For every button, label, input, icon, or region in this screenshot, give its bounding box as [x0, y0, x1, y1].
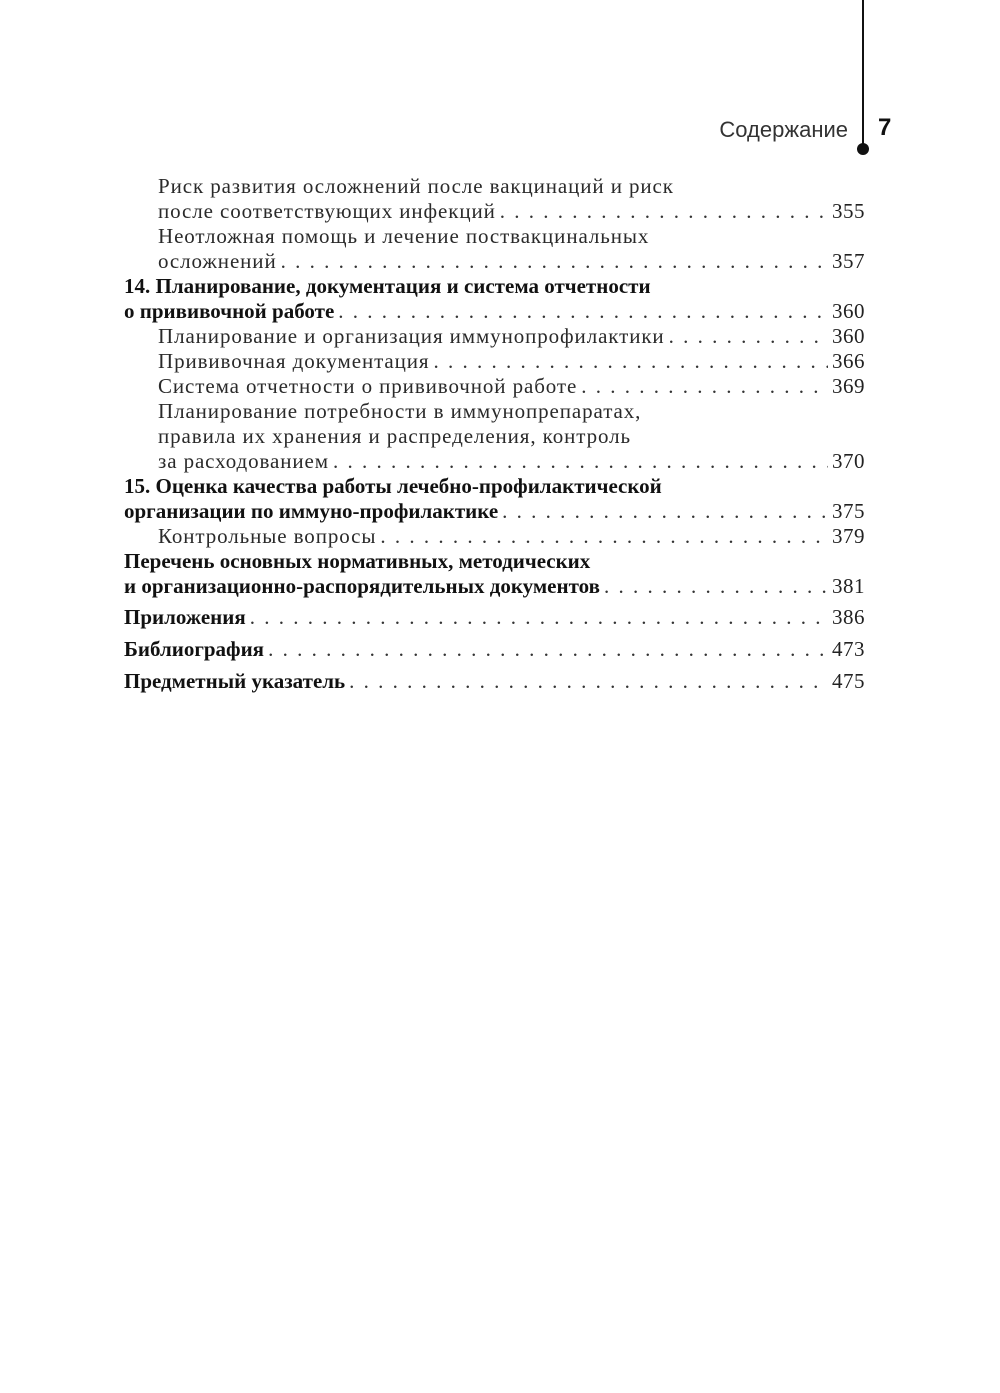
- toc-chapter-text: Перечень основных нормативных, методических: [124, 549, 591, 573]
- toc-page-number: 375: [832, 499, 865, 523]
- toc-entry-text: Прививочная документация: [158, 349, 430, 373]
- toc-entry-text: Риск развития осложнений после вакцинаций и риск: [158, 174, 674, 198]
- toc-entry-documentation[interactable]: [158, 348, 865, 374]
- dot-leader: [502, 498, 828, 524]
- dot-leader: [268, 636, 828, 662]
- toc-entry-text: после соответствующих инфекций: [158, 199, 496, 223]
- toc-chapter-14-line1: [124, 273, 865, 299]
- toc-chapter-text: 14. Планирование, документация и система отчетности: [124, 274, 651, 298]
- dot-leader: [338, 298, 828, 324]
- toc-appendices[interactable]: [124, 604, 865, 630]
- toc-page-number: 357: [832, 249, 865, 273]
- toc-entry-planning[interactable]: [158, 323, 865, 349]
- toc-entry-complication-risk-line1: [158, 173, 865, 199]
- toc-page-number: 355: [832, 199, 865, 223]
- toc-page-number: 370: [832, 449, 865, 473]
- toc-page-number: 366: [832, 349, 865, 373]
- toc-page-number: 360: [832, 324, 865, 348]
- dot-leader: [604, 573, 828, 599]
- toc-entry-text: Контрольные вопросы: [158, 524, 377, 548]
- dot-leader: [500, 198, 828, 224]
- toc-chapter-text: о прививочной работе: [124, 299, 335, 323]
- dot-leader: [433, 348, 828, 374]
- toc-entry-demand-planning-line2: [158, 423, 865, 449]
- toc-entry-emergency-care[interactable]: [158, 248, 865, 274]
- running-header-title: Содержание: [719, 117, 848, 142]
- toc-entry-text: Планирование потребности в иммунопрепаратах,: [158, 399, 642, 423]
- toc-entry-text: Неотложная помощь и лечение поствакцинальных: [158, 224, 650, 248]
- toc-documents-list-line1: [124, 548, 865, 574]
- toc-chapter-15[interactable]: [124, 498, 865, 524]
- toc-page-number: 369: [832, 374, 865, 398]
- toc-bibliography[interactable]: [124, 636, 865, 662]
- toc-entry-control-questions[interactable]: [158, 523, 865, 549]
- toc-chapter-text: организации по иммуно-профилактике: [124, 499, 499, 523]
- toc-page-number: 379: [832, 524, 865, 548]
- toc-chapter-text: и организационно-распорядительных документов: [124, 574, 600, 598]
- dot-leader: [333, 448, 828, 474]
- dot-leader: [250, 604, 828, 630]
- dot-leader: [281, 248, 828, 274]
- toc-page-number: 360: [832, 299, 865, 323]
- dot-leader: [669, 323, 828, 349]
- toc-entry-text: Система отчетности о прививочной работе: [158, 374, 578, 398]
- dot-leader: [349, 668, 828, 694]
- toc-entry-complication-risk[interactable]: [158, 198, 865, 224]
- toc-chapter-14[interactable]: [124, 298, 865, 324]
- toc-chapter-text: 15. Оценка качества работы лечебно-профилактической: [124, 474, 662, 498]
- toc-documents-list[interactable]: [124, 573, 865, 599]
- toc-entry-demand-planning[interactable]: [158, 448, 865, 474]
- toc-page-number: 473: [832, 637, 865, 661]
- toc-entry-demand-planning-line1: [158, 398, 865, 424]
- toc-page-number: 475: [832, 669, 865, 693]
- toc-page-number: 381: [832, 574, 865, 598]
- page-number: 7: [878, 114, 892, 141]
- toc-entry-text: за расходованием: [158, 449, 329, 473]
- dot-leader: [380, 523, 828, 549]
- toc-entry-text: осложнений: [158, 249, 277, 273]
- toc-entry-reporting[interactable]: [158, 373, 865, 399]
- toc-entry-text: Планирование и организация иммунопрофилактики: [158, 324, 665, 348]
- dot-leader: [581, 373, 828, 399]
- toc-subject-index[interactable]: [124, 668, 865, 694]
- header-vertical-rule: [862, 0, 864, 148]
- toc-page-number: 386: [832, 605, 865, 629]
- toc-chapter-text: Библиография: [124, 637, 265, 661]
- toc-chapter-text: Приложения: [124, 605, 246, 629]
- toc-entry-text: правила их хранения и распределения, контроль: [158, 424, 631, 448]
- toc-entry-emergency-care-line1: [158, 223, 865, 249]
- toc-chapter-text: Предметный указатель: [124, 669, 346, 693]
- header-rule-dot: [857, 143, 869, 155]
- toc-chapter-15-line1: [124, 473, 865, 499]
